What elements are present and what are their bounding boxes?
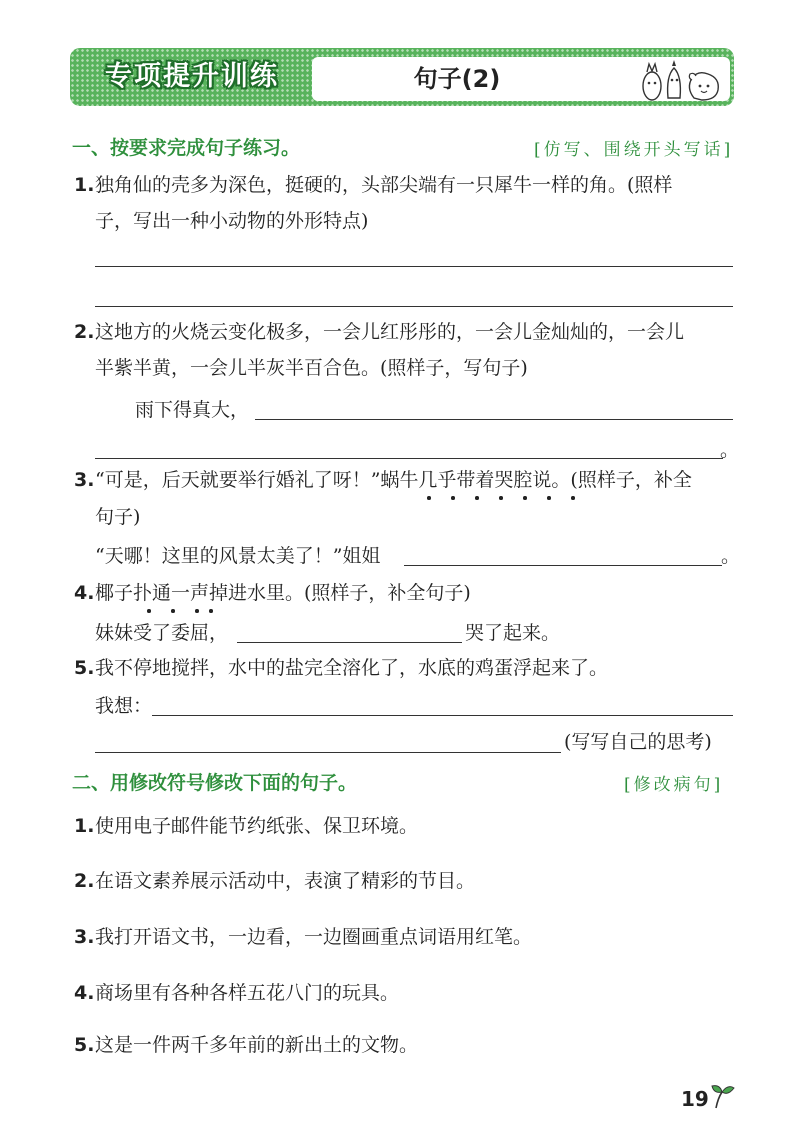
q3-number: 3. <box>74 469 95 491</box>
q1-answer-line-2[interactable] <box>95 306 733 307</box>
q3-answer-line[interactable] <box>404 565 722 566</box>
q2-text-line1: 这地方的火烧云变化极多，一会儿红彤彤的，一会儿金灿灿的，一会儿 <box>95 321 685 343</box>
page-title: 句子(2) <box>413 65 501 93</box>
q1-number: 1. <box>74 174 95 196</box>
emphasis-dot <box>523 496 527 500</box>
q3-text-line1: “可是，后天就要举行婚礼了呀！”蜗牛几乎带着哭腔说。(照样子，补全 <box>95 469 692 491</box>
q1-answer-line-1[interactable] <box>95 266 733 267</box>
section2-title: 二、用修改符号修改下面的句子。 <box>72 772 358 794</box>
emphasis-dot <box>147 609 151 613</box>
emphasis-dot <box>499 496 503 500</box>
emphasis-dot <box>427 496 431 500</box>
emphasis-dot <box>451 496 455 500</box>
s2-item-number: 3. <box>74 926 95 948</box>
q5-answer-line-1[interactable] <box>152 715 733 716</box>
s2-item-text[interactable]: 在语文素养展示活动中，表演了精彩的节目。 <box>95 870 476 892</box>
emphasis-dot <box>547 496 551 500</box>
q5-answer-line-2[interactable] <box>95 752 561 753</box>
emphasis-dot <box>195 609 199 613</box>
q4-ending: 哭了起来。 <box>465 622 561 644</box>
q4-text-line1: 椰子扑通一声掉进水里。(照样子，补全句子) <box>95 582 471 604</box>
q2-answer-line-2[interactable] <box>95 458 723 459</box>
q5-note: (写写自己的思考) <box>564 731 712 753</box>
cartoon-characters-icon <box>632 58 728 104</box>
s2-item-number: 2. <box>74 870 95 892</box>
sprout-icon <box>706 1080 736 1110</box>
q5-prompt: 我想： <box>95 695 153 717</box>
emphasis-dot <box>475 496 479 500</box>
q1-text-line1: 独角仙的壳多为深色，挺硬的，头部尖端有一只犀牛一样的角。(照样 <box>95 174 673 196</box>
emphasis-dot <box>209 609 213 613</box>
q3-prompt: “天哪！这里的风景太美了！”姐姐 <box>95 545 381 567</box>
s2-item-number: 4. <box>74 982 95 1004</box>
q5-text-line1: 我不停地搅拌，水中的盐完全溶化了，水底的鸡蛋浮起来了。 <box>95 657 609 679</box>
q2-text-line2: 半紫半黄，一会儿半灰半百合色。(照样子，写句子) <box>95 357 528 379</box>
emphasis-dot <box>571 496 575 500</box>
q2-number: 2. <box>74 321 95 343</box>
q2-prompt: 雨下得真大， <box>135 399 250 421</box>
s2-item-text[interactable]: 我打开语文书，一边看，一边圈画重点词语用红笔。 <box>95 926 533 948</box>
s2-item-text[interactable]: 这是一件两千多年前的新出土的文物。 <box>95 1034 419 1056</box>
q2-answer-line-1[interactable] <box>255 419 733 420</box>
q4-answer-line[interactable] <box>237 642 462 643</box>
s2-item-text[interactable]: 使用电子邮件能节约纸张、保卫环境。 <box>95 815 419 837</box>
emphasis-dot <box>171 609 175 613</box>
s2-item-number: 1. <box>74 815 95 837</box>
s2-item-number: 5. <box>74 1034 95 1056</box>
q3-period: 。 <box>721 545 741 567</box>
banner-badge: 专项提升训练 <box>105 61 279 92</box>
q4-number: 4. <box>74 582 95 604</box>
q5-number: 5. <box>74 657 95 679</box>
section1-title: 一、按要求完成句子练习。 <box>72 137 301 159</box>
page-number: 19 <box>681 1087 709 1111</box>
q3-text-line2: 句子) <box>95 506 141 528</box>
q1-text-line2: 子，写出一种小动物的外形特点) <box>95 210 369 232</box>
s2-item-text[interactable]: 商场里有各种各样五花八门的玩具。 <box>95 982 400 1004</box>
section2-tag: [修改病句] <box>624 775 724 795</box>
q2-period: 。 <box>720 439 740 461</box>
section1-tag: [仿写、围绕开头写话] <box>534 140 734 160</box>
q4-prompt: 妹妹受了委屈， <box>95 622 229 644</box>
